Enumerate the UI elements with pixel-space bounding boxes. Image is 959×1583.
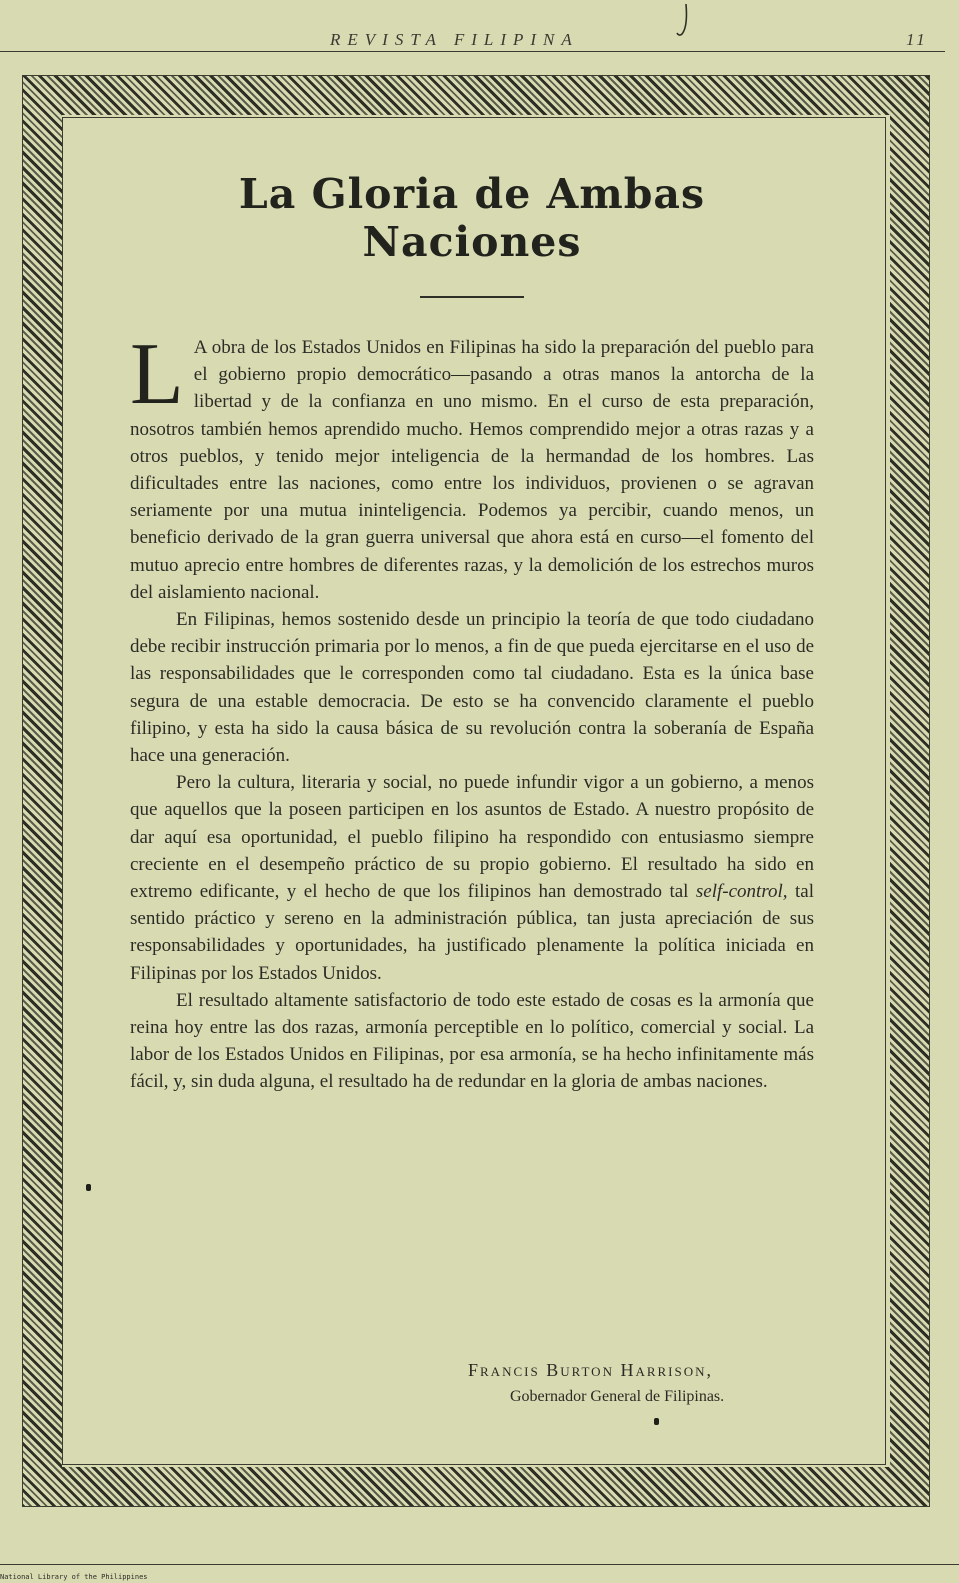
italic-term: self-control,: [695, 881, 788, 903]
ink-speck: [86, 1184, 91, 1191]
article-title: La Gloria de Ambas Naciones: [238, 170, 706, 266]
signature-name: Francis Burton Harrison,: [468, 1360, 714, 1380]
header-rule: [0, 51, 945, 52]
paragraph-4: El resultado altamente satisfactorio de todo este estado de cosas es la armonía que reina hoy entre las dos razas, armonía perceptible en lo político, comercial y social. La labor de los Estados Unidos en Filipinas, por esa armonía, se ha hecho infinitamente más fácil, y, sin duda alguna, el resultado ha de redundar en la gloria de ambas naciones.: [130, 989, 814, 1093]
paragraph-3-part-2: tal sentido práctico y sereno en la administración pública, tan justa apreciación de sus responsabilidades y oportunidades, ha justificado plenamente la política iniciada en Filipinas por los Estados Unidos.: [130, 881, 814, 984]
paragraph-1: [130, 326, 814, 606]
paragraph-3: [130, 769, 814, 987]
bottom-rule: [0, 1564, 959, 1565]
library-note: National Library of the Philippines: [0, 1573, 148, 1581]
ink-speck: [654, 1418, 659, 1425]
article: [130, 170, 814, 1096]
title-rule: [420, 296, 524, 298]
page-number: 11: [906, 30, 928, 49]
paragraph-3-part-1: Pero la cultura, literaria y social, no puede infundir vigor a un gobierno, a menos que aquellos que la poseen participen en los asuntos de Estado. A nuestro propósito de dar aquí esa oportunidad, el pueblo filipino ha respondido con entusiasmo siempre creciente en el desempeño práctico de su propio gobierno. El resultado ha sido en extremo edificante, y el hecho de que los filipinos han demostrado tal: [130, 772, 814, 903]
handwritten-mark: [676, 4, 690, 38]
paragraph-1-text: A obra de los Estados Unidos en Filipinas ha sido la preparación del pueblo para el gobierno propio democrático—pasando a otras manos la antorcha de la libertad y de la confianza en uno mismo. En el curso de esta preparación, nosotros también hemos aprendido mucho. Hemos comprendido mejor a otras razas y a otros pueblos, y tenido mejor inteligencia de la hermandad de los hombres. Las dificultades entre las naciones, como entre los individuos, provienen o se agravan seriamente por una mutua ininteligencia. Podemos ya percibir, cuando menos, un beneficio derivado de la gran guerra universal que ahora está en curso—el fomento del mutuo aprecio entre hombres de diferentes razas, y la demolición de los estrechos muros del aislamiento nacional.: [130, 337, 814, 603]
running-header: [0, 26, 959, 54]
paragraph-2: En Filipinas, hemos sostenido desde un principio la teoría de que todo ciudadano debe recibir instrucción primaria por lo menos, a fin de que pueda ejercitarse en el uso de las responsabilidades que le corresponden como tal ciudadano. Esta es la única base segura de una estable democracia. De esto se ha convencido claramente el pueblo filipino, y esta ha sido la causa básica de su revolución contra la soberanía de España hace una generación.: [130, 609, 814, 767]
article-body: [130, 326, 814, 1096]
signature-role: Gobernador General de Filipinas.: [510, 1388, 725, 1405]
drop-cap: L: [130, 326, 184, 423]
running-title: REVISTA FILIPINA: [330, 30, 579, 49]
